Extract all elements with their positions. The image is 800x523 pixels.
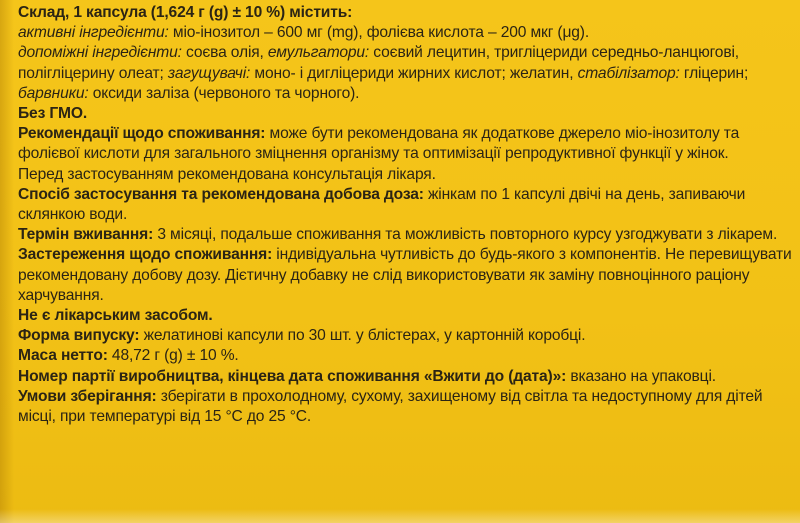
active-ingredients-label: активні інгредієнти: xyxy=(18,24,169,42)
net-mass-label: Маса нетто: xyxy=(18,347,108,365)
stabilizer-text: гліцерин; xyxy=(679,64,749,82)
usage-term-text: 3 місяці, подальше споживання та можливість повторного курсу узгоджувати з лікарем. xyxy=(153,226,778,244)
dosage-text: жінкам по 1 капсулі двічі на день, запиваючи склянкою води. xyxy=(18,185,746,224)
gmo-statement xyxy=(18,104,796,124)
composition-active xyxy=(18,23,796,43)
warnings-label: Застереження щодо споживання: xyxy=(18,246,273,264)
release-form-label: Форма випуску: xyxy=(18,327,140,345)
batch-info xyxy=(18,367,796,387)
stabilizer-label: стабілізатор: xyxy=(577,64,680,82)
release-form xyxy=(18,326,796,346)
dosage xyxy=(18,185,796,225)
auxiliary-ingredients-text: соєва олія, xyxy=(181,44,268,62)
emulsifiers-label: емульгатори: xyxy=(267,44,370,62)
composition-auxiliary xyxy=(18,43,796,104)
warnings-text: індивідуальна чутливість до будь-якого з компонентів. Не перевищувати рекомендовану добову дозу. Дієтичну добавку не слід використовувати як заміну повноцінного раціону харчування. xyxy=(18,246,792,304)
consultation-text: Перед застосуванням рекомендована консультація лікаря. xyxy=(18,165,436,183)
gmo-text: Без ГМО. xyxy=(18,105,88,123)
not-medicine-statement xyxy=(18,306,796,326)
batch-text: вказано на упаковці. xyxy=(566,367,716,385)
auxiliary-line-4a: кислот; желатин, xyxy=(454,64,578,82)
batch-label: Номер партії виробництва, кінцева дата споживання «Вжити до (дата)»: xyxy=(18,367,567,385)
storage-text: зберігати в прохолодному, сухому, захищеному від світла та недоступному для дітей місці, при температурі від 15 °С до 25 °С. xyxy=(18,387,763,426)
usage-term-label: Термін вживання: xyxy=(18,226,154,244)
thickeners-label: загущувачі: xyxy=(167,64,251,82)
bottom-edge-highlight xyxy=(0,509,800,523)
consultation-note xyxy=(18,165,796,185)
thickeners-text: моно- і дигліцериди жирних xyxy=(250,64,451,82)
active-ingredients-text: міо-інозитол – 600 мг (mg), фолієва кислота – 200 мкг (μg). xyxy=(168,24,590,42)
dosage-label: Спосіб застосування та рекомендована добова доза: xyxy=(18,185,424,203)
emulsifiers-text: соєвий лецитин, тригліцериди xyxy=(369,44,588,62)
not-medicine-text: Не є лікарським засобом. xyxy=(18,307,213,325)
usage-term xyxy=(18,225,796,245)
recommendations-text: може бути рекомендована як додаткове джерело міо-інозитолу та фолієвої кислоти для загального зміцнення організму та оптимізації репродуктивної функції у жінок. xyxy=(18,125,740,163)
storage-conditions xyxy=(18,387,796,427)
release-form-text: желатинові капсули по 30 шт. у блістерах, у картонній коробці. xyxy=(139,327,586,345)
recommendations-label: Рекомендації щодо споживання: xyxy=(18,125,266,143)
auxiliary-line-3: середньо-ланцюгові, полігліцерину олеат; xyxy=(18,44,739,82)
colorants-text: оксиди заліза (червоного та чорного). xyxy=(88,84,360,102)
warnings xyxy=(18,245,796,306)
composition-heading-text: Склад, 1 капсула (1,624 г (g) ± 10 %) містить: xyxy=(18,4,353,21)
colorants-label: барвники: xyxy=(18,84,89,102)
left-edge-shadow xyxy=(0,0,14,523)
storage-label: Умови зберігання: xyxy=(18,387,157,405)
label-text-block xyxy=(18,3,796,427)
net-mass-text: 48,72 г (g) ± 10 %. xyxy=(107,347,239,365)
net-mass xyxy=(18,346,796,366)
composition-heading xyxy=(18,3,796,23)
auxiliary-ingredients-label: допоміжні інгредієнти: xyxy=(18,44,182,62)
recommendations xyxy=(18,124,796,164)
